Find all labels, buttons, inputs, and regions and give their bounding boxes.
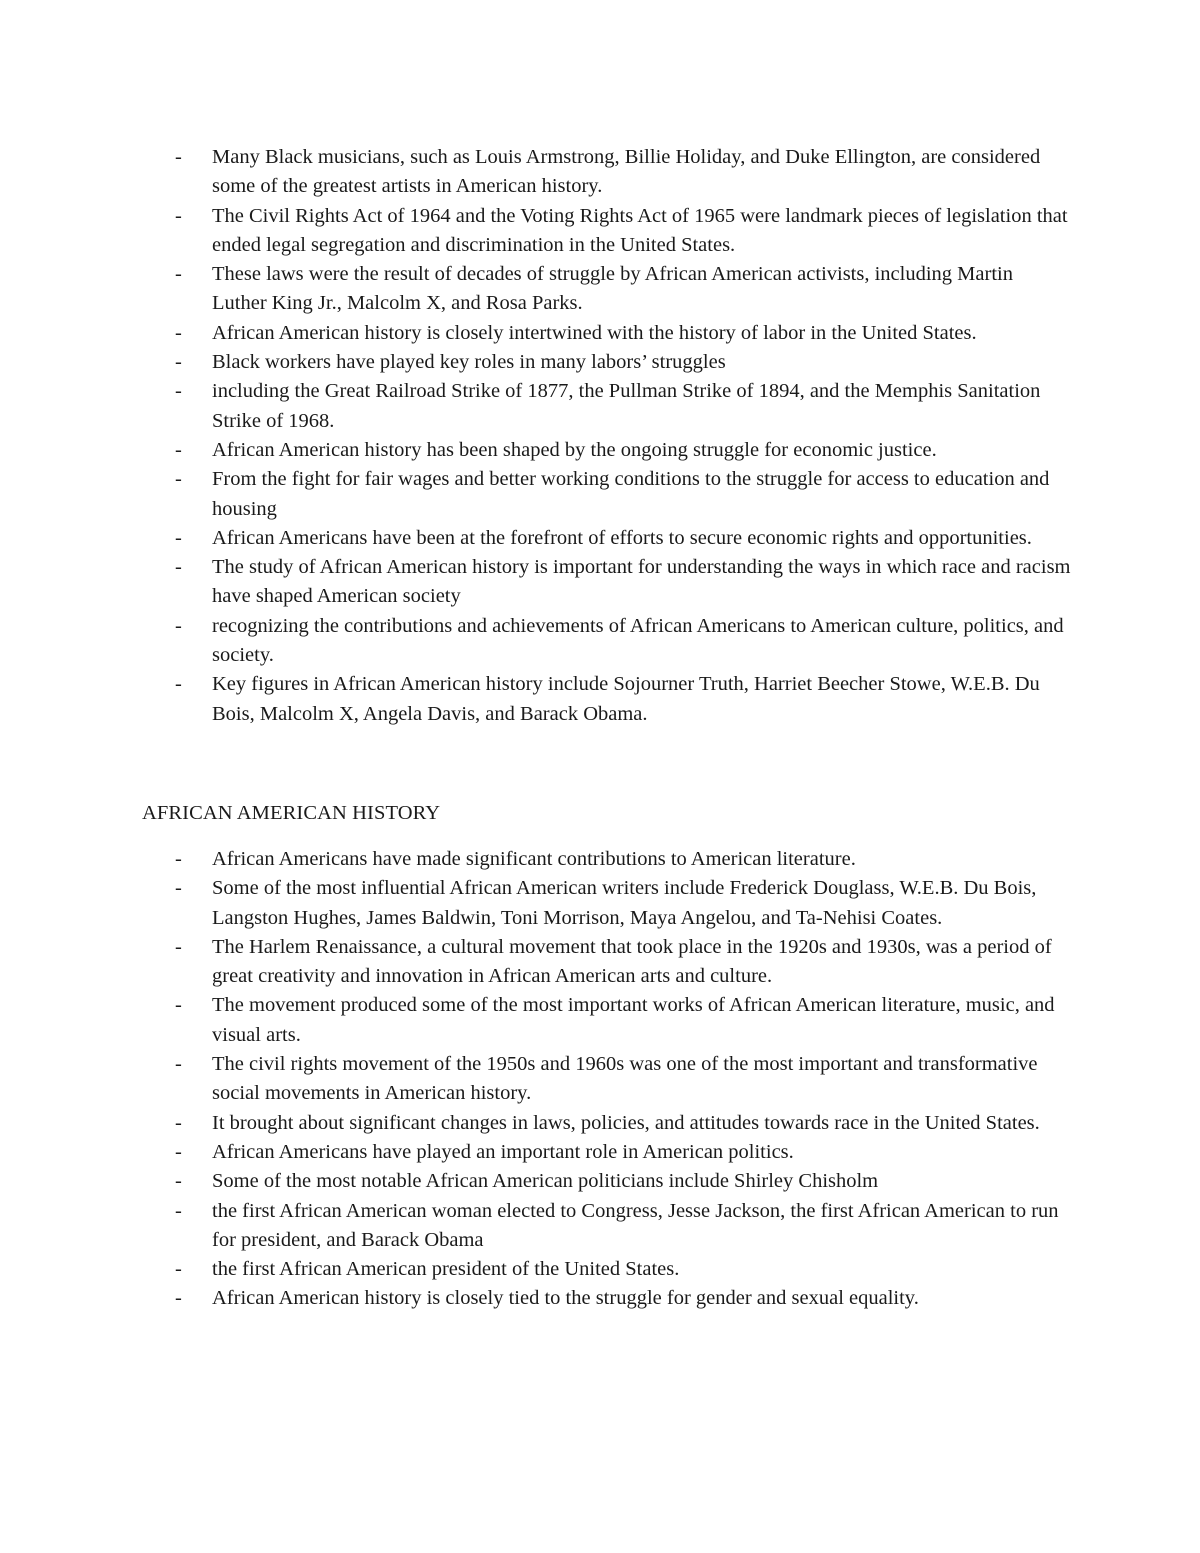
- bullet-dash: -: [175, 263, 182, 286]
- list-item-text: The study of African American history is important for understanding the ways in which race and racism have shaped American society: [212, 556, 1071, 608]
- list-item: [172, 260, 1072, 319]
- bullet-dash: -: [175, 614, 182, 637]
- bullet-dash: -: [175, 1053, 182, 1076]
- list-item-text: The Harlem Renaissance, a cultural movement that took place in the 1920s and 1930s, was a period of great creativity and innovation in African American arts and culture.: [212, 935, 1052, 988]
- list-item-text: the first African American woman elected to Congress, Jesse Jackson, the first African American to run for president, and Barack Obama: [212, 1199, 1059, 1251]
- bullet-dash: -: [175, 1170, 182, 1193]
- bullet-dash: -: [175, 1140, 182, 1163]
- bullet-list-section-1: [172, 143, 1072, 729]
- list-item: [172, 1109, 1072, 1138]
- list-item-text: African American history is closely intertwined with the history of labor in the United States.: [212, 321, 977, 344]
- list-item-text: Black workers have played key roles in many labors’ struggles: [212, 351, 726, 374]
- bullet-dash: -: [175, 1199, 182, 1222]
- list-item: [172, 143, 1072, 202]
- list-item: [172, 436, 1072, 465]
- bullet-dash: -: [175, 1111, 182, 1134]
- list-item-text: recognizing the contributions and achievements of African Americans to American culture, politics, and society.: [212, 614, 1064, 667]
- list-item: [172, 1167, 1072, 1196]
- list-item: [172, 933, 1072, 992]
- bullet-dash: -: [175, 848, 182, 870]
- list-item: [172, 1138, 1072, 1167]
- list-item: [172, 1050, 1072, 1109]
- list-item: [172, 348, 1072, 377]
- list-item: [172, 465, 1072, 524]
- bullet-dash: -: [175, 935, 182, 958]
- list-item-text: African Americans have played an important role in American politics.: [212, 1140, 794, 1163]
- list-item-text: The civil rights movement of the 1950s and 1960s was one of the most important and transformative social movements in American history.: [212, 1053, 1038, 1105]
- list-item: [172, 991, 1072, 1050]
- bullet-dash: -: [175, 877, 182, 900]
- list-item-text: Some of the most influential African American writers include Frederick Douglass, W.E.B. Du Bois, Langston Hughes, James Baldwin, Toni Morrison, Maya Angelou, and Ta-Nehisi Coates.: [212, 877, 1037, 929]
- bullet-dash: -: [175, 468, 182, 491]
- bullet-dash: -: [175, 380, 182, 403]
- section-heading: AFRICAN AMERICAN HISTORY: [142, 802, 441, 824]
- list-item-text: Some of the most notable African American politicians include Shirley Chisholm: [212, 1170, 879, 1193]
- bullet-dash: -: [175, 204, 182, 227]
- list-item: [172, 553, 1072, 612]
- list-item-text: the first African American president of the United States.: [212, 1258, 680, 1281]
- list-item: [172, 202, 1072, 261]
- bullet-dash: -: [175, 438, 182, 461]
- list-item-text: African Americans have made significant contributions to American literature.: [212, 848, 856, 870]
- bullet-dash: -: [175, 673, 182, 696]
- bullet-list-section-2: [172, 845, 1072, 1314]
- list-item: [172, 670, 1072, 729]
- list-item: [172, 874, 1072, 933]
- list-item-text: African American history is closely tied to the struggle for gender and sexual equality.: [212, 1287, 919, 1310]
- list-item: [172, 1255, 1072, 1284]
- list-item-text: African American history has been shaped by the ongoing struggle for economic justice.: [212, 438, 937, 461]
- bullet-dash: -: [175, 146, 182, 168]
- list-item: [172, 377, 1072, 436]
- list-item: [172, 1284, 1072, 1313]
- bullet-dash: -: [175, 526, 182, 549]
- list-item-text: African Americans have been at the forefront of efforts to secure economic rights and opportunities.: [212, 526, 1032, 549]
- list-item: [172, 612, 1072, 671]
- list-item-text: Many Black musicians, such as Louis Armstrong, Billie Holiday, and Duke Ellington, are considered some of the greatest artists in American history.: [212, 146, 1041, 198]
- bullet-dash: -: [175, 351, 182, 374]
- list-item-text: It brought about significant changes in laws, policies, and attitudes towards race in the United States.: [212, 1111, 1040, 1134]
- list-item: [172, 524, 1072, 553]
- list-item: [172, 319, 1072, 348]
- bullet-dash: -: [175, 321, 182, 344]
- bullet-dash: -: [175, 1258, 182, 1281]
- list-item-text: The movement produced some of the most important works of African American literature, music, and visual arts.: [212, 994, 1055, 1046]
- list-item-text: These laws were the result of decades of struggle by African American activists, including Martin Luther King Jr., Malcolm X, and Rosa Parks.: [212, 263, 1013, 315]
- list-item-text: Key figures in African American history include Sojourner Truth, Harriet Beecher Stowe, W.E.B. Du Bois, Malcolm X, Angela Davis, and Barack Obama.: [212, 673, 1040, 725]
- list-item-text: From the fight for fair wages and better working conditions to the struggle for access to education and housing: [212, 468, 1050, 520]
- list-item-text: The Civil Rights Act of 1964 and the Voting Rights Act of 1965 were landmark pieces of legislation that ended legal segregation and discrimination in the United States.: [212, 204, 1068, 256]
- bullet-dash: -: [175, 1287, 182, 1310]
- bullet-dash: -: [175, 994, 182, 1017]
- bullet-dash: -: [175, 556, 182, 579]
- list-item-text: including the Great Railroad Strike of 1877, the Pullman Strike of 1894, and the Memphis Sanitation Strike of 1968.: [212, 380, 1041, 432]
- list-item: [172, 1197, 1072, 1256]
- list-item: [172, 845, 1072, 874]
